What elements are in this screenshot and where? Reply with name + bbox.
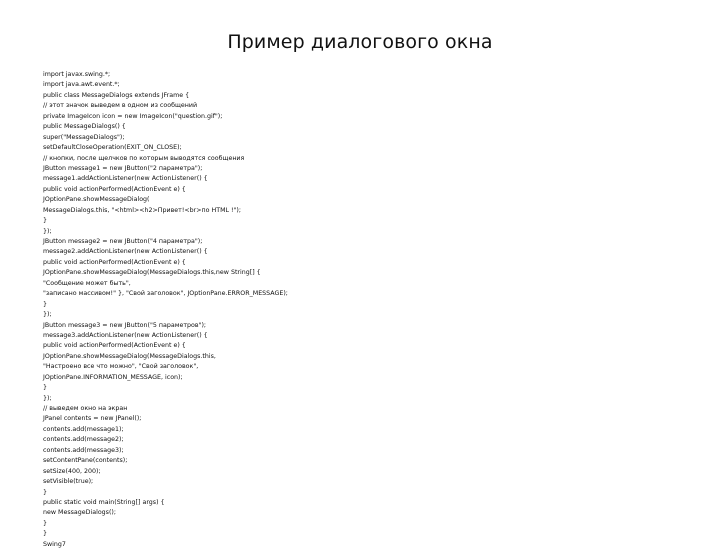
code-line: // кнопки, после щелчков по которым выводятся сообщения [43, 154, 245, 162]
code-line: super("MessageDialogs"); [43, 133, 125, 141]
code-line: setDefaultCloseOperation(EXIT_ON_CLOSE); [43, 144, 182, 152]
code-line: public static void main(String[] args) { [43, 498, 165, 506]
code-line: JOptionPane.INFORMATION_MESSAGE, icon); [43, 373, 183, 381]
code-line: } [43, 300, 48, 308]
code-line: public void actionPerformed(ActionEvent e) { [43, 185, 186, 193]
code-line: JButton message3 = new JButton("5 параметров"); [43, 321, 207, 329]
code-line: message1.addActionListener(new ActionListener() { [43, 175, 208, 183]
code-line: // выведем окно на экран [43, 405, 128, 412]
code-line: Swing7 [43, 540, 66, 548]
code-line: private ImageIcon icon = new ImageIcon("question.gif"); [43, 112, 223, 120]
code-line: public void actionPerformed(ActionEvent e) { [43, 342, 186, 350]
code-line: JOptionPane.showMessageDialog(MessageDialogs.this,new String[] { [43, 269, 261, 277]
code-line: import javax.swing.*; [43, 71, 111, 78]
code-line: }); [43, 394, 52, 402]
code-line: setContentPane(contents); [43, 457, 128, 465]
code-line: } [43, 488, 48, 496]
code-line: JOptionPane.showMessageDialog(MessageDialogs.this, [43, 352, 216, 360]
code-line: "Сообщение может быть", [43, 279, 131, 287]
code-line: } [43, 384, 48, 392]
code-line: JButton message2 = new JButton("4 параметра"); [43, 238, 203, 245]
code-line: JButton message1 = new JButton("2 параметра"); [43, 164, 203, 172]
code-line: // этот значок выведем в одном из сообщений [43, 102, 198, 110]
code-line: import java.awt.event.*; [43, 81, 120, 89]
code-line: message2.addActionListener(new ActionListener() { [43, 248, 208, 256]
code-line: message3.addActionListener(new ActionListener() { [43, 331, 208, 339]
code-line: contents.add(message1); [43, 425, 124, 433]
code-line: new MessageDialogs(); [43, 509, 116, 517]
code-line: public class MessageDialogs extends JFrame { [43, 91, 190, 99]
code-line: public void actionPerformed(ActionEvent e) { [43, 258, 186, 266]
code-line: }); [43, 227, 52, 235]
code-line: public MessageDialogs() { [43, 123, 126, 131]
code-listing [43, 70, 683, 550]
code-line: } [43, 530, 48, 538]
code-line: "записано массивом!" }, "Свой заголовок", JOptionPane.ERROR_MESSAGE); [43, 290, 288, 298]
code-line: JPanel contents = new JPanel(); [43, 415, 142, 423]
code-line: contents.add(message3); [43, 446, 124, 454]
code-line: JOptionPane.showMessageDialog( [43, 196, 150, 204]
code-line: }); [43, 311, 52, 319]
code-line: setVisible(true); [43, 478, 94, 486]
code-line: "Настроено все что можно", "Свой заголовок", [43, 363, 199, 371]
code-line: setSize(400, 200); [43, 467, 101, 475]
code-line: } [43, 519, 48, 527]
slide-title: Пример диалогового окна [227, 31, 493, 53]
code-line: MessageDialogs.this, "<html><h2>Привет!<br>по HTML !"); [43, 206, 242, 214]
code-line: contents.add(message2); [43, 436, 124, 444]
code-line: } [43, 217, 48, 225]
